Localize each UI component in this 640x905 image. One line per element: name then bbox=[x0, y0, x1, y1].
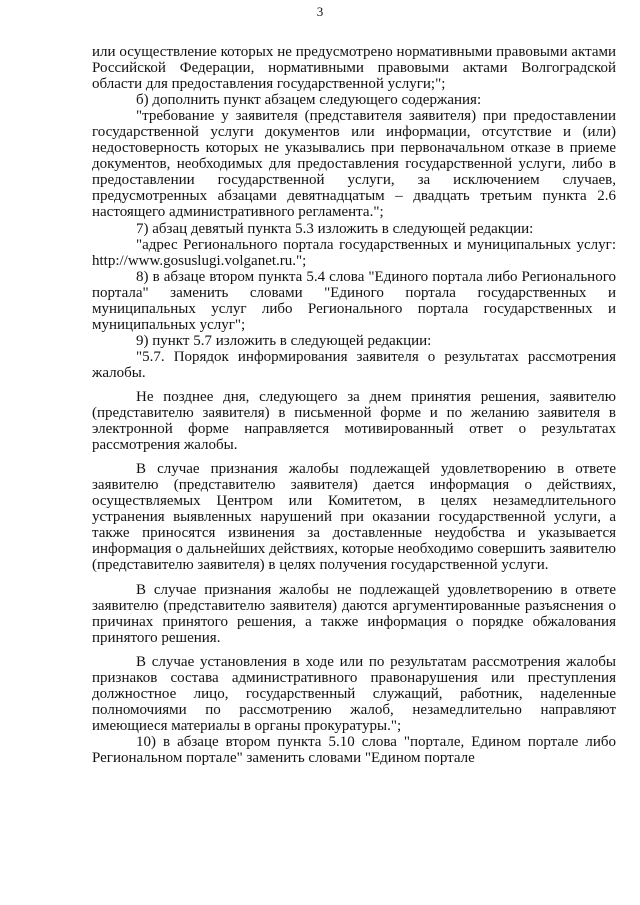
page-number: 3 bbox=[316, 4, 324, 19]
paragraph-item-9: 9) пункт 5.7 изложить в следующей редакции: bbox=[136, 332, 432, 349]
paragraph-quoted-requirement: "требование у заявителя (представителя заявителя) при предоставлении государственной услуги документов или информации, отсутствие и (или) недостоверность которых не указывались при первоначальном отказе в приеме документов, необходимых для предоставления государственной услуги, либо в предоставлении государственной услуги, за исключением случаев, предусмотренных абзацами девятнадцатым – двадцать третьим пункта 2.6 настоящего административного регламента."; bbox=[92, 108, 616, 221]
document-body bbox=[92, 44, 616, 766]
paragraph-item-b: б) дополнить пункт абзацем следующего содержания: bbox=[136, 92, 482, 109]
paragraph-complaint-satisfied: В случае признания жалобы подлежащей удовлетворению в ответе заявителю (представителю заявителя) дается информация о действиях, осуществляемых Центром или Комитетом, в целях незамедлительного устранения выявленных нарушений при оказании государственной услуги, а также приносятся извинения за доставленные неудобства и указывается информация о дальнейших действиях, которые необходимо совершить заявителю (представителю заявителя) в целях получения государственной услуги. bbox=[92, 461, 616, 574]
paragraph-item-8: 8) в абзаце втором пункта 5.4 слова "Единого портала либо Регионального портала" заменить словами "Единого портала государственных и муниципальных услуг либо Регионального портала государственных и муниципальных услуг"; bbox=[92, 268, 616, 333]
paragraph-section-5-7-title: "5.7. Порядок информирования заявителя о результатах рассмотрения жалобы. bbox=[92, 348, 616, 381]
paragraph-continuation: или осуществление которых не предусмотрено нормативными правовыми актами Российской Федерации, нормативными правовыми актами Волгоградской области для предоставления государственной услуги;"; bbox=[92, 44, 616, 93]
paragraph-complaint-rejected: В случае признания жалобы не подлежащей удовлетворению в ответе заявителю (представителю заявителя) даются аргументированные разъяснения о причинах принятого решения, а также информация о порядке обжалования принятого решения. bbox=[92, 581, 616, 646]
paragraph-prosecution-referral: В случае установления в ходе или по результатам рассмотрения жалобы признаков состава административного правонарушения или преступления должностное лицо, государственный служащий, работник, наделенные полномочиями по рассмотрению жалоб, незамедлительно направляют имеющиеся материалы в органы прокуратуры."; bbox=[92, 653, 616, 734]
paragraph-response-deadline: Не позднее дня, следующего за днем принятия решения, заявителю (представителю заявителя) в письменной форме и по желанию заявителя в электронной форме направляется мотивированный ответ о результатах рассмотрения жалобы. bbox=[92, 388, 616, 454]
paragraph-portal-address: "адрес Регионального портала государственных и муниципальных услуг: http://www.gosuslugi.volganet.ru."; bbox=[92, 236, 616, 269]
paragraph-item-10: 10) в абзаце втором пункта 5.10 слова "портале, Едином портале либо Региональном портале" заменить словами "Едином портале bbox=[92, 733, 616, 766]
paragraph-item-7: 7) абзац девятый пункта 5.3 изложить в следующей редакции: bbox=[136, 220, 534, 237]
